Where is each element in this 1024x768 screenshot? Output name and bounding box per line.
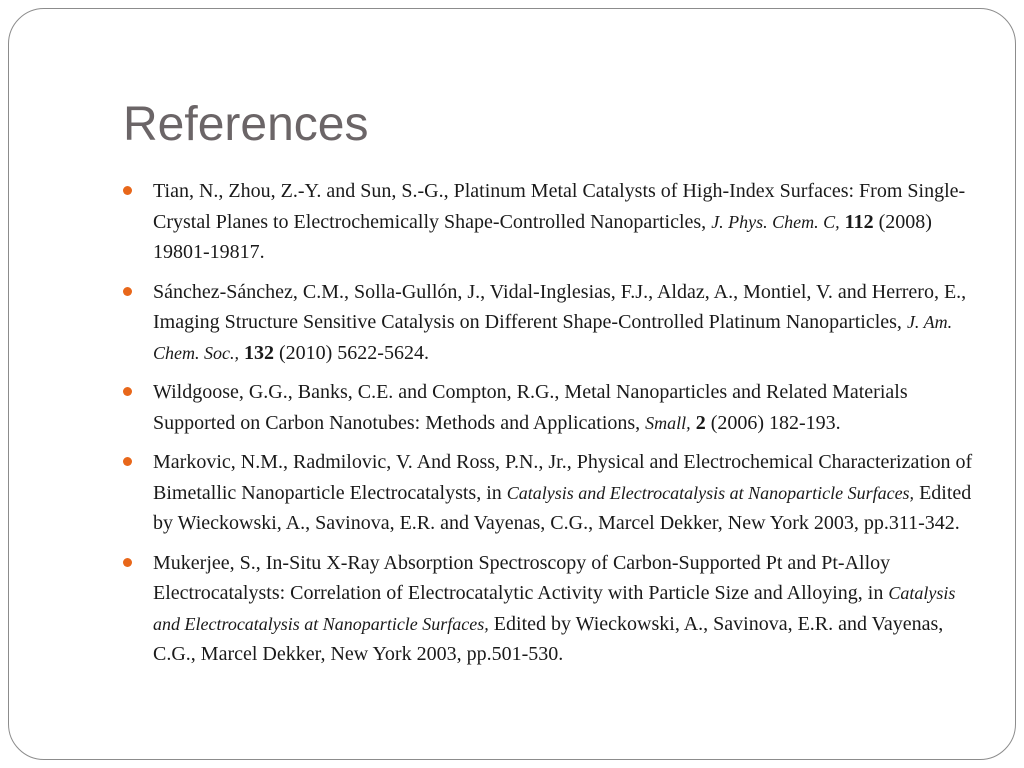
reference-text: (2010) 5622-5624. bbox=[273, 341, 429, 364]
bullet-dot-icon bbox=[123, 387, 132, 396]
book-title: Catalysis and Electrocatalysis at Nanoparticle Surfaces, bbox=[506, 482, 915, 503]
volume-number: 112 bbox=[844, 210, 874, 233]
reference-text: (2008) 19801-19817. bbox=[153, 210, 932, 263]
reference-text: Wildgoose, G.G., Banks, C.E. and Compton, R.G., Metal Nanoparticles and Related Materials Supported on Carbon Nanotubes: Methods and Applications, bbox=[153, 381, 908, 434]
bullet-dot-icon bbox=[123, 186, 132, 195]
journal-name: Small, bbox=[645, 412, 691, 433]
slide bbox=[8, 8, 1016, 760]
volume-number: 132 bbox=[243, 341, 274, 364]
reference-text: (2006) 182-193. bbox=[705, 411, 841, 434]
volume-number: 2 bbox=[695, 411, 706, 434]
journal-name: J. Am. Chem. Soc., bbox=[153, 312, 953, 363]
book-title: Catalysis and Electrocatalysis at Nanoparticle Surfaces, bbox=[153, 583, 956, 634]
reference-text: Edited by Wieckowski, A., Savinova, E.R. and Vayenas, C.G., Marcel Dekker, New York 2003, pp.311-342. bbox=[153, 481, 972, 534]
reference-item bbox=[123, 277, 973, 369]
bullet-dot-icon bbox=[123, 558, 132, 567]
bullet-dot-icon bbox=[123, 457, 132, 466]
reference-item bbox=[123, 447, 973, 539]
reference-text: Tian, N., Zhou, Z.-Y. and Sun, S.-G., Platinum Metal Catalysts of High-Index Surfaces: From Single-Crystal Planes to Electrochemically Shape-Controlled Nanoparticles, bbox=[153, 180, 966, 233]
reference-list bbox=[123, 176, 973, 679]
reference-item bbox=[123, 548, 973, 670]
reference-text: Markovic, N.M., Radmilovic, V. And Ross, P.N., Jr., Physical and Electrochemical Characterization of Bimetallic Nanoparticle Electrocatalysts, in bbox=[153, 451, 973, 504]
reference-text: Sánchez-Sánchez, C.M., Solla-Gullón, J., Vidal-Inglesias, F.J., Aldaz, A., Montiel, V. and Herrero, E., Imaging Structure Sensitive Catalysis on Different Shape-Controlled Platinum Nanoparticles, bbox=[153, 280, 967, 333]
reference-text: Edited by Wieckowski, A., Savinova, E.R. and Vayenas, C.G., Marcel Dekker, New York 2003, pp.501-530. bbox=[153, 612, 944, 665]
reference-text: Mukerjee, S., In-Situ X-Ray Absorption Spectroscopy of Carbon-Supported Pt and Pt-Alloy Electrocatalysts: Correlation of Electrocatalytic Activity with Particle Size and Alloying, in bbox=[153, 551, 891, 604]
reference-item bbox=[123, 377, 973, 438]
reference-item bbox=[123, 176, 973, 268]
journal-name: J. Phys. Chem. C, bbox=[711, 211, 840, 232]
bullet-dot-icon bbox=[123, 287, 132, 296]
slide-title: References bbox=[123, 98, 369, 151]
